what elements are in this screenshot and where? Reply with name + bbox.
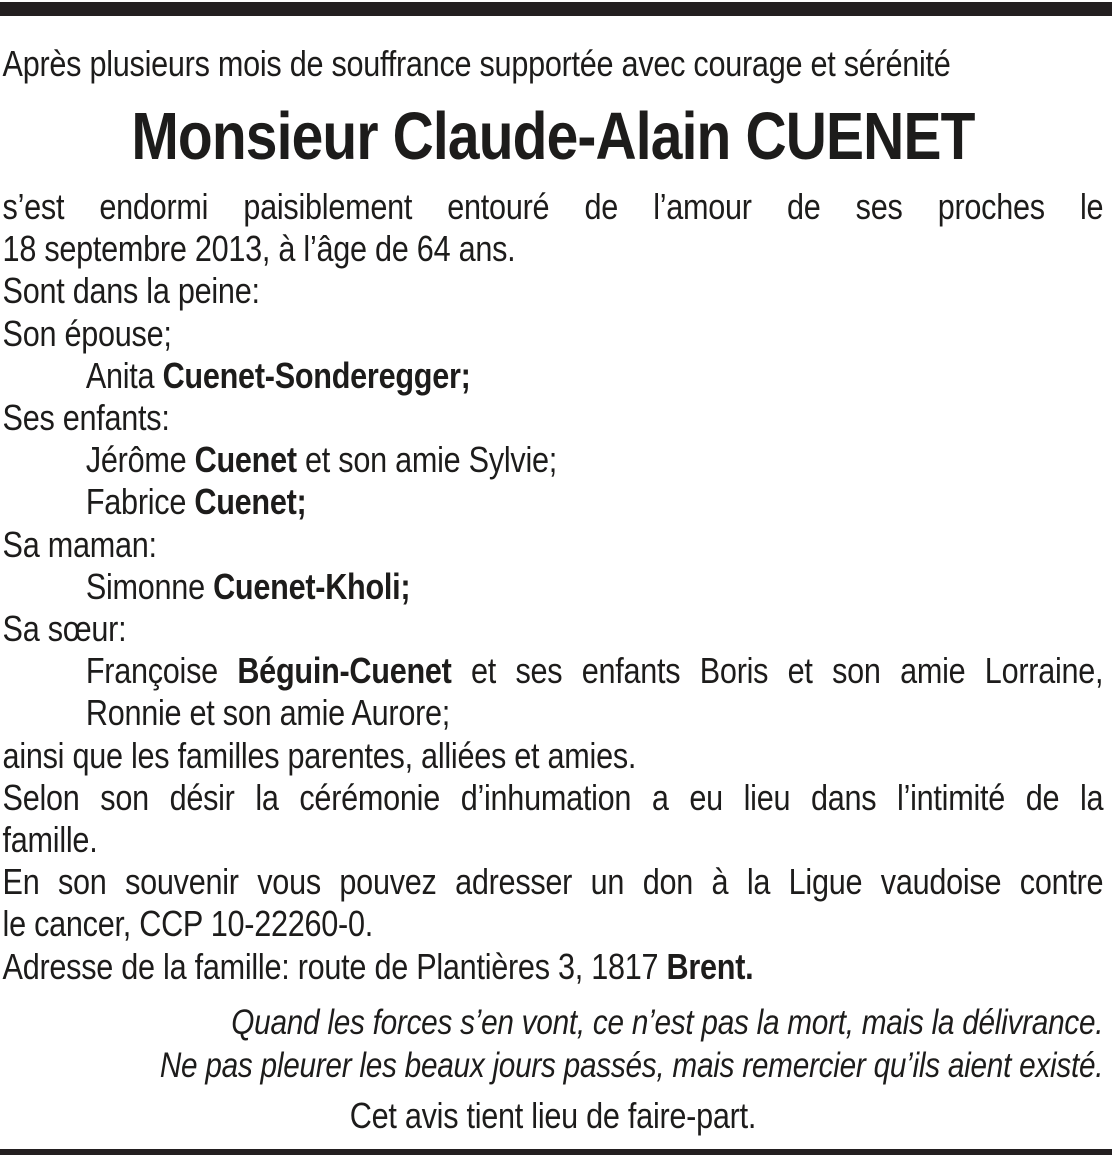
line-sister-name-2: Ronnie et son amie Aurore; — [85, 692, 451, 734]
line-family-address: Adresse de la famille: route de Plantières 3, 1817 Brent. — [2, 945, 754, 987]
line-spouse-label: Son épouse; — [2, 312, 172, 354]
notice-body — [3, 186, 1104, 988]
notice-content — [0, 16, 1112, 1137]
closing-line: Cet avis tient lieu de faire-part. — [349, 1094, 757, 1136]
line-ceremony-2: famille. — [2, 819, 98, 861]
quote-line-1: Quand les forces s’en vont, ce n’est pas la mort, mais la délivrance. — [231, 1002, 1104, 1042]
line-child-jerome: Jérôme Cuenet et son amie Sylvie; — [85, 439, 558, 481]
line-donation-1: En son souvenir vous pouvez adresser un don à la Ligue vaudoise contre — [2, 861, 1104, 903]
line-donation-2: le cancer, CCP 10-22260-0. — [2, 903, 373, 945]
line-spouse-name: Anita Cuenet-Sonderegger; — [85, 354, 471, 396]
line-mother-label: Sa maman: — [2, 523, 157, 565]
line-sister-label: Sa sœur: — [2, 608, 127, 650]
line-mourning-intro: Sont dans la peine: — [2, 270, 260, 312]
line-death-2: 18 septembre 2013, à l’âge de 64 ans. — [2, 228, 516, 270]
line-families: ainsi que les familles parentes, alliées et amies. — [2, 734, 637, 776]
intro-line: Après plusieurs mois de souffrance supportée avec courage et sérénité — [2, 43, 951, 84]
deceased-name-title: Monsieur Claude-Alain CUENET — [131, 99, 975, 174]
line-sister-name-1: Françoise Béguin-Cuenet et ses enfants Boris et son amie Lorraine, — [85, 650, 1104, 692]
top-rule — [0, 2, 1112, 16]
quote-line-2: Ne pas pleurer les beaux jours passés, mais remercier qu’ils aient existé. — [159, 1045, 1104, 1085]
line-mother-name: Simonne Cuenet-Kholi; — [85, 565, 411, 607]
memorial-quote — [3, 1001, 1104, 1087]
line-child-fabrice: Fabrice Cuenet; — [85, 481, 307, 523]
line-death-1: s’est endormi paisiblement entouré de l’amour de ses proches le — [2, 186, 1104, 227]
line-ceremony-1: Selon son désir la cérémonie d’inhumation a eu lieu dans l’intimité de la — [2, 776, 1104, 818]
bottom-rule — [0, 1149, 1112, 1155]
line-children-label: Ses enfants: — [2, 397, 170, 439]
